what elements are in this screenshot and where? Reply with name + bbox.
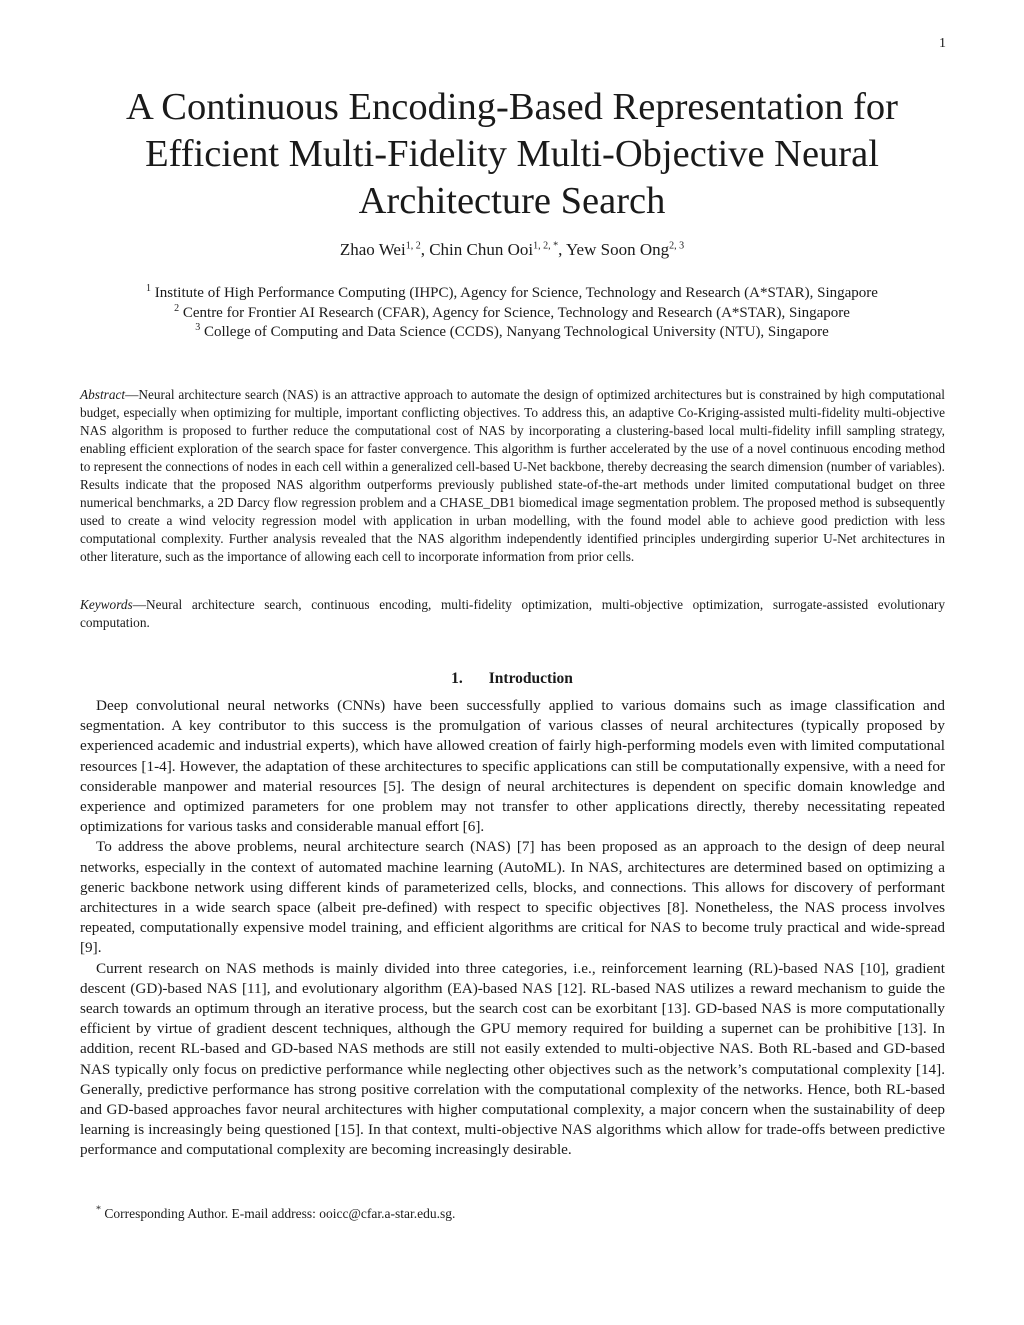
affiliation-line: $^1$ Institute of High Performance Computing (IHPC), Agency for Science, Technology and Research (A*STAR), Singapore	[146, 283, 878, 301]
footnote-text: Corresponding Author. E-mail address: ooicc@cfar.a-star.edu.sg.	[104, 1206, 456, 1221]
paragraph: Current research on NAS methods is mainly divided into three categories, i.e., reinforcement learning (RL)-based NAS [10], gradient descent (GD)-based NAS [11], and evolutionary algorithm (EA)-based NAS [12]. RL-based NAS utilizes a reward mechanism to guide the search towards an optimum through an iterative process, but the search cost can be exorbitant [13]. GD-based NAS is more computationally efficient by virtue of gradient descent techniques, although the GPU memory required for building a supernet can be prohibitive [13]. In addition, recent RL-based and GD-based NAS methods are still not easily extended to multi-objective NAS. Both RL-based and GD-based NAS typically only focus on predictive performance while neglecting other objectives such as the network’s computational complexity [14]. Generally, predictive performance has strong positive correlation with the computational complexity of the networks. Hence, both RL-based and GD-based approaches favor neural architectures with higher computational complexity, a major concern when the sustainability of deep learning is increasingly being questioned [15]. In that context, multi-objective NAS algorithms which allow for trade-offs between predictive performance and computational complexity are becoming increasingly desirable.	[80, 959, 945, 1159]
abstract: Abstract—Neural architecture search (NAS) is an attractive approach to automate the design of optimized architectures but is constrained by high computational budget, especially when optimizing for multiple, important conflicting objectives. To address this, an adaptive Co-Kriging-assisted multi-fidelity multi-objective NAS algorithm is proposed to further reduce the computational cost of NAS by incorporating a clustering-based local multi-fidelity infill sampling strategy, enabling efficient exploration of the search space for faster convergence. This algorithm is further accelerated by the use of a novel continuous encoding method to represent the connections of nodes in each cell within a generalized cell-based U-Net backbone, thereby decreasing the search dimension (number of variables). Results indicate that the proposed NAS algorithm outperforms previously published state-of-the-art methods under limited computational budget on three numerical benchmarks, a 2D Darcy flow regression problem and a CHASE_DB1 biomedical image segmentation problem. The proposed method is subsequently used to create a wind velocity regression model with application in urban modelling, with the found model able to achieve good prediction with less computational complexity. Further analysis revealed that the NAS algorithm independently identified principles undergirding superior U-Net architectures in other literature, such as the importance of allowing each cell to incorporate information from prior cells.	[80, 387, 945, 564]
keywords-label: Keywords	[80, 597, 133, 612]
author-name: Zhao Wei	[339, 240, 406, 259]
footnote-marker: *	[96, 1204, 101, 1216]
author-list: Zhao Wei$^{1, 2}$, Chin Chun Ooi$^{1, 2, *}$, Yew Soon Ong$^{2, 3}$	[339, 240, 685, 259]
affiliations	[60, 284, 964, 343]
abstract-text: Neural architecture search (NAS) is an attractive approach to automate the design of optimized architectures but is constrained by high computational budget, especially when optimizing for multiple, important conflicting objectives. To address this, an adaptive Co-Kriging-assisted multi-fidelity multi-objective NAS algorithm is proposed to further reduce the computational cost of NAS by incorporating a clustering-based local multi-fidelity infill sampling strategy, enabling efficient exploration of the search space for faster convergence. This algorithm is further accelerated by the use of a novel continuous encoding method to represent the connections of nodes in each cell within a generalized cell-based U-Net backbone, thereby decreasing the search dimension (number of variables). Results indicate that the proposed NAS algorithm outperforms previously published state-of-the-art methods under limited computational budget on three numerical benchmarks, a 2D Darcy flow regression problem and a CHASE_DB1 biomedical image segmentation problem. The proposed method is subsequently used to create a wind velocity regression model with application in urban modelling, with the found model able to achieve good prediction with less computational complexity. Further analysis revealed that the NAS algorithm independently identified principles undergirding superior U-Net architectures in other literature, such as the importance of allowing each cell to incorporate information from prior cells.	[80, 387, 945, 564]
introduction-body	[80, 696, 945, 1161]
affiliation-line: $^3$ College of Computing and Data Science (CCDS), Nanyang Technological University (NTU), Singapore	[195, 322, 829, 340]
section-title: Introduction	[488, 670, 573, 687]
paragraph: To address the above problems, neural architecture search (NAS) [7] has been proposed as an approach to the design of deep neural networks, especially in the context of automated machine learning (AutoML). In NAS, architectures are determined based on optimizing a generic backbone network using different kinds of parameterized cells, blocks, and connections. This allows for discovery of performant architectures in a wide search space (albeit pre-defined) with respect to specific objectives [8]. Nonetheless, the NAS process involves repeated, computationally expensive model training, and efficient algorithms are critical for NAS to become truly practical and wide-spread [9].	[80, 838, 945, 957]
affiliation-marker: 3	[195, 322, 201, 333]
section-number: 1.	[451, 670, 463, 687]
abstract-label: Abstract	[80, 387, 126, 402]
paper-title: A Continuous Encoding-Based Representation for Efficient Multi-Fidelity Multi-Objective Neural Architecture Search	[125, 86, 898, 222]
author-affiliation-marker: 1, 2	[405, 240, 421, 252]
page-number: 1	[939, 36, 946, 51]
affiliation-marker: 1	[146, 283, 152, 294]
paragraph: Deep convolutional neural networks (CNNs) have been successfully applied to various domains such as image classification and segmentation. A key contributor to this success is the promulgation of various classes of neural architectures (typically proposed by experienced academic and industrial experts), which have allowed creation of fairly high-performing models even with limited computational resources [1-4]. However, the adaptation of these architectures to specific applications can still be computationally expensive, with a need for considerable manpower and material resources [5]. The design of neural architectures is dependent on specific domain knowledge and experience and optimized parameters for one problem may not transfer to other applications directly, thereby necessitating repeated optimizations for various tasks and considerable manual effort [6].	[80, 697, 945, 836]
affiliation-marker: 2	[174, 302, 180, 314]
author-affiliation-marker: 1, 2, *	[533, 240, 559, 252]
author-affiliation-marker: 2, 3	[669, 240, 685, 252]
keywords: Keywords—Neural architecture search, continuous encoding, multi-fidelity optimization, multi-objective optimization, surrogate-assisted evolutionary computation.	[80, 597, 945, 630]
keywords-text: Neural architecture search, continuous encoding, multi-fidelity optimization, multi-objective optimization, surrogate-assisted evolutionary computation.	[80, 597, 945, 630]
author-name: Chin Chun Ooi	[429, 240, 534, 259]
author-name: Yew Soon Ong	[565, 240, 670, 259]
corresponding-author-footnote	[96, 1206, 936, 1222]
section-heading-introduction	[60, 670, 964, 688]
affiliation-line: $^2$ Centre for Frontier AI Research (CFAR), Agency for Science, Technology and Research (A*STAR), Singapore	[174, 302, 850, 321]
